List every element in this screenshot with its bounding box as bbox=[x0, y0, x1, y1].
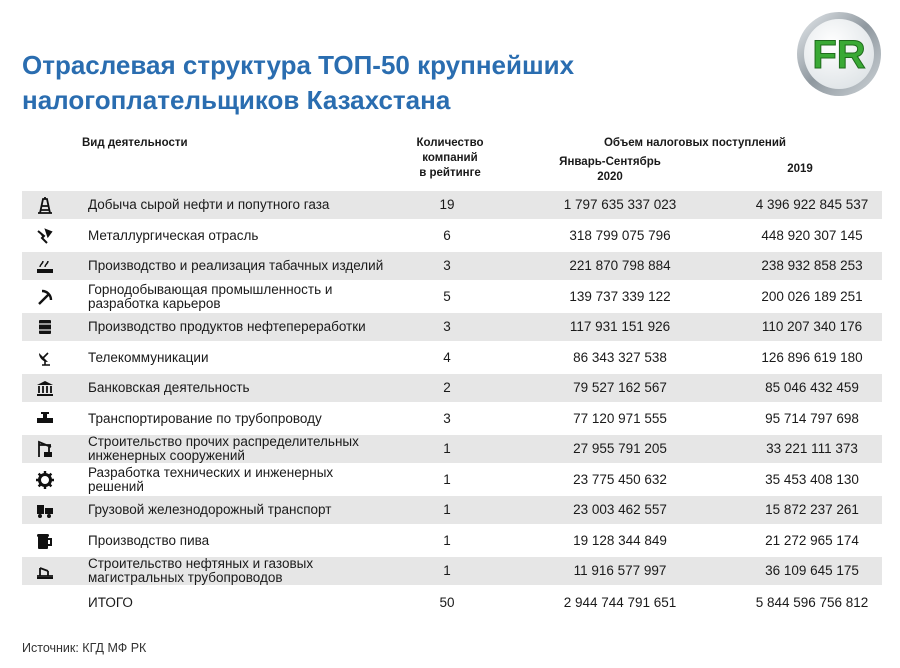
tax-2019: 238 932 858 253 bbox=[761, 258, 863, 273]
activity-name: Металлургическая отрасль bbox=[88, 227, 259, 243]
activity-name: Производство и реализация табачных изделий bbox=[88, 258, 384, 273]
total-2019: 5 844 596 756 812 bbox=[755, 594, 869, 610]
pipeline-valve-icon bbox=[36, 410, 54, 428]
tax-2019: 33 221 111 373 bbox=[766, 441, 858, 456]
activity-name: Строительство нефтяных и газовых магистральных трубопроводов bbox=[88, 556, 314, 585]
tax-2019: 36 109 645 175 bbox=[765, 563, 859, 578]
company-count: 4 bbox=[443, 349, 451, 365]
header-period-2020 bbox=[530, 155, 690, 185]
activity-name: Производство продуктов нефтепереработки bbox=[88, 319, 366, 334]
tax-2019: 15 872 237 261 bbox=[765, 502, 859, 517]
tax-2019: 200 026 189 251 bbox=[761, 288, 863, 304]
header-count-line: компаний bbox=[422, 152, 478, 164]
table-row bbox=[22, 191, 882, 219]
pipeline-construction-icon bbox=[36, 562, 54, 580]
title-line-2: налогоплательщиков Казахстана bbox=[22, 85, 451, 115]
tax-2019: 95 714 797 698 bbox=[765, 410, 859, 426]
tax-2020: 77 120 971 555 bbox=[573, 410, 667, 426]
company-count: 3 bbox=[443, 319, 451, 334]
header-count bbox=[400, 136, 500, 181]
total-row bbox=[22, 588, 882, 616]
oil-rig-icon bbox=[36, 196, 54, 214]
table-row bbox=[22, 374, 882, 402]
tax-2019: 35 453 408 130 bbox=[765, 471, 859, 487]
table-row bbox=[22, 405, 882, 433]
table-row bbox=[22, 252, 882, 280]
company-count: 1 bbox=[443, 441, 451, 456]
activity-name: Транспортирование по трубопроводу bbox=[88, 410, 322, 426]
satellite-dish-icon bbox=[36, 349, 54, 367]
fr-logo bbox=[795, 10, 883, 98]
tax-2020: 139 737 339 122 bbox=[569, 288, 671, 304]
table-row bbox=[22, 313, 882, 341]
table-row bbox=[22, 344, 882, 372]
page-title bbox=[22, 48, 722, 118]
tax-2020: 11 916 577 997 bbox=[573, 563, 667, 578]
company-count: 1 bbox=[443, 502, 451, 517]
source-note: Источник: КГД МФ РК bbox=[22, 641, 147, 655]
header-2020-line: 2020 bbox=[597, 171, 623, 183]
tax-2020: 19 128 344 849 bbox=[573, 532, 667, 548]
tax-2020: 23 775 450 632 bbox=[573, 471, 667, 487]
company-count: 5 bbox=[443, 288, 451, 304]
freight-train-icon bbox=[36, 501, 54, 519]
pickaxe-icon bbox=[36, 288, 54, 306]
bank-icon bbox=[36, 379, 54, 397]
tax-2019: 126 896 619 180 bbox=[761, 349, 863, 365]
tax-2020: 1 797 635 337 023 bbox=[563, 197, 677, 212]
tobacco-icon bbox=[36, 257, 54, 275]
activity-name: Грузовой железнодорожный транспорт bbox=[88, 502, 332, 517]
activity-name: Строительство прочих распределительных инженерных сооружений bbox=[88, 434, 359, 463]
company-count: 3 bbox=[443, 258, 451, 273]
company-count: 1 bbox=[443, 532, 451, 548]
activity-name: Банковская деятельность bbox=[88, 380, 250, 395]
tax-2020: 27 955 791 205 bbox=[573, 441, 667, 456]
beer-mug-icon bbox=[36, 532, 54, 550]
oil-barrel-icon bbox=[36, 318, 54, 336]
table-row bbox=[22, 557, 882, 585]
gear-icon bbox=[36, 471, 54, 489]
ranking-table bbox=[22, 191, 882, 616]
metallurgy-icon bbox=[36, 227, 54, 245]
total-count: 50 bbox=[439, 594, 455, 610]
company-count: 2 bbox=[443, 380, 451, 395]
tax-2019: 448 920 307 145 bbox=[761, 227, 863, 243]
tax-2020: 318 799 075 796 bbox=[569, 227, 671, 243]
table-row bbox=[22, 466, 882, 494]
tax-2020: 221 870 798 884 bbox=[569, 258, 671, 273]
tax-2019: 4 396 922 845 537 bbox=[755, 197, 869, 212]
company-count: 3 bbox=[443, 410, 451, 426]
table-row bbox=[22, 496, 882, 524]
title-line-1: Отраслевая структура ТОП-50 крупнейших bbox=[22, 50, 575, 80]
header-count-line: в рейтинге bbox=[419, 167, 481, 179]
total-label: ИТОГО bbox=[88, 594, 133, 610]
table-row bbox=[22, 435, 882, 463]
tax-2020: 117 931 151 926 bbox=[569, 319, 671, 334]
tax-2020: 23 003 462 557 bbox=[573, 502, 667, 517]
table-row bbox=[22, 283, 882, 311]
company-count: 19 bbox=[439, 197, 455, 212]
tax-2019: 85 046 432 459 bbox=[765, 380, 859, 395]
tax-2020: 79 527 162 567 bbox=[573, 380, 667, 395]
tax-2019: 110 207 340 176 bbox=[761, 319, 863, 334]
header-volume: Объем налоговых поступлений bbox=[603, 137, 786, 149]
header-period-2019: 2019 bbox=[787, 163, 813, 175]
logo-text: FR bbox=[812, 33, 866, 77]
company-count: 1 bbox=[443, 471, 451, 487]
construction-crane-icon bbox=[36, 440, 54, 458]
tax-2020: 86 343 327 538 bbox=[573, 349, 667, 365]
activity-name: Телекоммуникации bbox=[88, 349, 209, 365]
activity-name: Производство пива bbox=[88, 532, 210, 548]
company-count: 6 bbox=[443, 227, 451, 243]
header-activity: Вид деятельности bbox=[82, 137, 188, 149]
activity-name: Добыча сырой нефти и попутного газа bbox=[88, 197, 330, 212]
table-row bbox=[22, 527, 882, 555]
company-count: 1 bbox=[443, 563, 451, 578]
header-count-line: Количество bbox=[416, 137, 484, 149]
table-row bbox=[22, 222, 882, 250]
tax-2019: 21 272 965 174 bbox=[765, 532, 859, 548]
activity-name: Горнодобывающая промышленность и разработка карьеров bbox=[88, 281, 333, 311]
header-2020-line: Январь-Сентябрь bbox=[559, 156, 661, 168]
total-2020: 2 944 744 791 651 bbox=[563, 594, 677, 610]
activity-name: Разработка технических и инженерных решений bbox=[88, 464, 334, 494]
